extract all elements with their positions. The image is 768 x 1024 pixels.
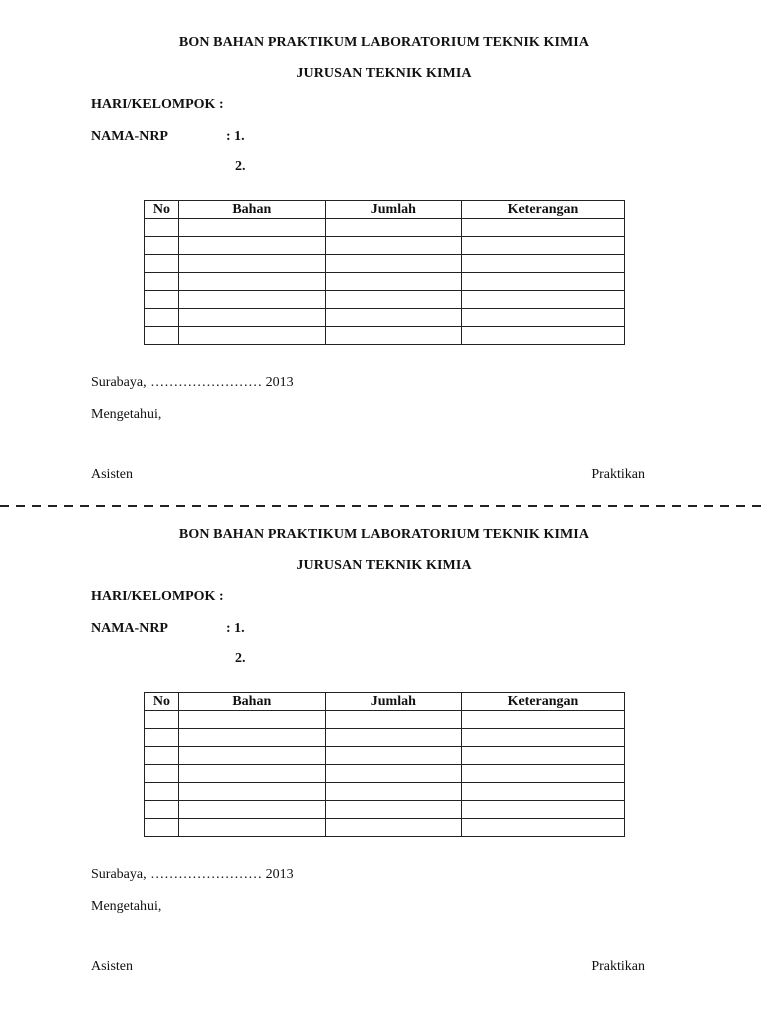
- table-row: [145, 819, 625, 837]
- table-cell: [461, 273, 624, 291]
- table-cell: [178, 711, 325, 729]
- form-slip-bottom: [0, 492, 768, 992]
- table-cell: [145, 783, 179, 801]
- table-cell: [325, 765, 461, 783]
- table-cell: [325, 255, 461, 273]
- table-cell: [145, 255, 179, 273]
- nama-item-2: 2.: [235, 651, 246, 666]
- table-row: [145, 219, 625, 237]
- table-cell: [145, 309, 179, 327]
- header-no: No: [145, 201, 179, 219]
- table-row: [145, 765, 625, 783]
- table-cell: [461, 291, 624, 309]
- table-cell: [145, 747, 179, 765]
- table-cell: [461, 747, 624, 765]
- table-cell: [325, 309, 461, 327]
- table-cell: [178, 309, 325, 327]
- form-slip-top: [0, 0, 768, 500]
- table-row: [145, 273, 625, 291]
- form-subtitle: JURUSAN TEKNIK KIMIA: [296, 558, 472, 573]
- table-row: [145, 309, 625, 327]
- table-row: [145, 327, 625, 345]
- table-cell: [461, 819, 624, 837]
- table-cell: [461, 765, 624, 783]
- table-cell: [325, 729, 461, 747]
- mengetahui-label: Mengetahui,: [91, 899, 162, 914]
- table-cell: [178, 291, 325, 309]
- header-keterangan: Keterangan: [461, 693, 624, 711]
- table-cell: [325, 819, 461, 837]
- table-cell: [325, 801, 461, 819]
- table-cell: [145, 729, 179, 747]
- materials-table: [144, 692, 625, 837]
- asisten-label: Asisten: [91, 959, 133, 974]
- table-cell: [145, 237, 179, 255]
- table-cell: [325, 711, 461, 729]
- table-row: [145, 729, 625, 747]
- table-cell: [178, 255, 325, 273]
- table-header-row: [145, 201, 625, 219]
- table-cell: [461, 219, 624, 237]
- materials-table: [144, 200, 625, 345]
- praktikan-label: Praktikan: [591, 467, 645, 482]
- form-title: BON BAHAN PRAKTIKUM LABORATORIUM TEKNIK KIMIA: [178, 35, 590, 50]
- nama-item-1: : 1.: [226, 129, 245, 144]
- city-date-line: Surabaya, …………………… 2013: [91, 867, 294, 882]
- table-cell: [145, 801, 179, 819]
- table-cell: [178, 783, 325, 801]
- table-cell: [461, 255, 624, 273]
- table-cell: [325, 783, 461, 801]
- table-cell: [461, 729, 624, 747]
- table-cell: [461, 309, 624, 327]
- table-row: [145, 783, 625, 801]
- table-row: [145, 255, 625, 273]
- nama-item-1: : 1.: [226, 621, 245, 636]
- table-cell: [461, 237, 624, 255]
- table-cell: [145, 327, 179, 345]
- table-row: [145, 801, 625, 819]
- table-cell: [178, 765, 325, 783]
- table-header-row: [145, 693, 625, 711]
- table-cell: [461, 801, 624, 819]
- table-cell: [145, 219, 179, 237]
- nama-item-2: 2.: [235, 159, 246, 174]
- table-row: [145, 711, 625, 729]
- praktikan-label: Praktikan: [591, 959, 645, 974]
- table-cell: [145, 291, 179, 309]
- table-cell: [178, 237, 325, 255]
- hari-kelompok-label: HARI/KELOMPOK :: [91, 589, 224, 604]
- nama-nrp-label: NAMA-NRP: [91, 621, 168, 636]
- table-cell: [325, 327, 461, 345]
- header-bahan: Bahan: [178, 201, 325, 219]
- header-no: No: [145, 693, 179, 711]
- table-row: [145, 291, 625, 309]
- table-cell: [178, 801, 325, 819]
- table-cell: [178, 273, 325, 291]
- hari-kelompok-label: HARI/KELOMPOK :: [91, 97, 224, 112]
- table-cell: [178, 219, 325, 237]
- table-cell: [325, 747, 461, 765]
- table-cell: [325, 273, 461, 291]
- header-jumlah: Jumlah: [325, 693, 461, 711]
- asisten-label: Asisten: [91, 467, 133, 482]
- table-cell: [325, 237, 461, 255]
- table-row: [145, 747, 625, 765]
- mengetahui-label: Mengetahui,: [91, 407, 162, 422]
- form-title: BON BAHAN PRAKTIKUM LABORATORIUM TEKNIK KIMIA: [178, 527, 590, 542]
- table-cell: [325, 219, 461, 237]
- table-cell: [178, 747, 325, 765]
- form-subtitle: JURUSAN TEKNIK KIMIA: [296, 66, 472, 81]
- table-cell: [178, 327, 325, 345]
- table-row: [145, 237, 625, 255]
- nama-nrp-label: NAMA-NRP: [91, 129, 168, 144]
- table-cell: [178, 729, 325, 747]
- table-cell: [461, 711, 624, 729]
- header-bahan: Bahan: [178, 693, 325, 711]
- header-keterangan: Keterangan: [461, 201, 624, 219]
- header-jumlah: Jumlah: [325, 201, 461, 219]
- table-cell: [145, 273, 179, 291]
- table-cell: [461, 327, 624, 345]
- table-cell: [145, 765, 179, 783]
- table-cell: [145, 819, 179, 837]
- table-cell: [178, 819, 325, 837]
- city-date-line: Surabaya, …………………… 2013: [91, 375, 294, 390]
- table-cell: [325, 291, 461, 309]
- table-cell: [145, 711, 179, 729]
- table-cell: [461, 783, 624, 801]
